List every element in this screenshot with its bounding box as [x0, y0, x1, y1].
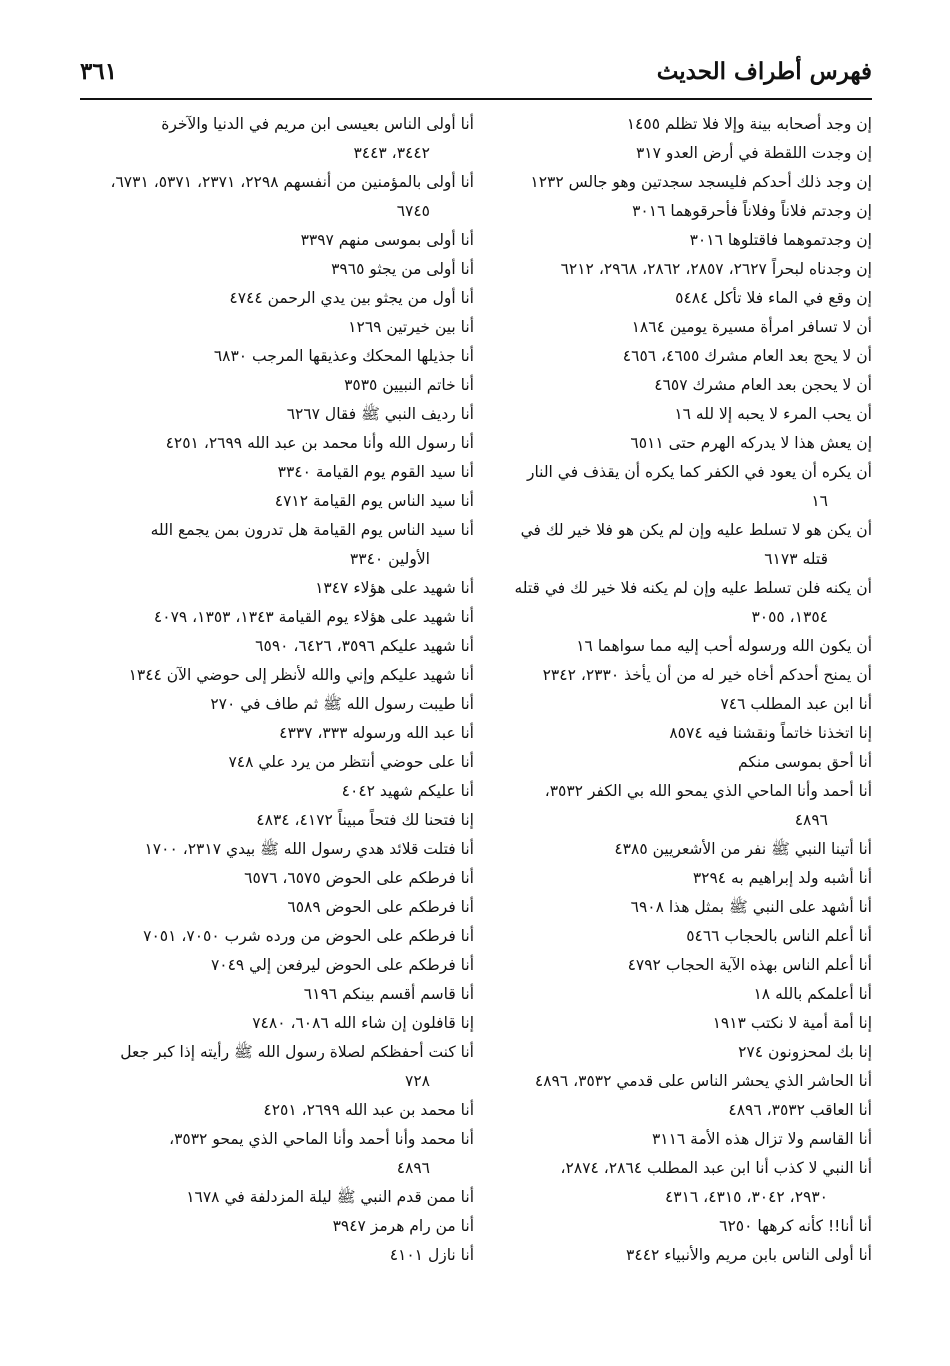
entry-text: إن وقع في الماء فلا تأكل ٥٤٨٤: [675, 289, 872, 307]
entry-text: أنا أعلم الناس بالحجاب ٥٤٦٦: [686, 927, 872, 945]
index-entry: [80, 893, 474, 922]
entry-text: أنا عبد الله ورسوله ٣٣٣، ٤٣٣٧: [279, 724, 474, 742]
entry-text: أنا أنا!! كأنه كرهها ٦٢٥٠: [719, 1217, 872, 1235]
entry-text: أنا القاسم ولا تزال هذه الأمة ٣١١٦: [651, 1130, 872, 1148]
index-entry: [80, 1096, 474, 1125]
index-entry: [80, 255, 474, 284]
index-entry: [502, 1009, 872, 1038]
index-entry: [502, 864, 872, 893]
entry-continuation: ٢٩٣٠، ٣٠٤٢، ٤٣١٥، ٤٣١٦: [664, 1188, 828, 1206]
index-entry: [80, 1183, 474, 1212]
entry-continuation: قتله ٦١٧٣: [764, 550, 828, 568]
index-entry: [502, 574, 872, 632]
index-entry: [502, 255, 872, 284]
entry-text: أنا فرطكم على الحوض ليرفعن إلي ٧٠٤٩: [210, 956, 474, 974]
index-entry: [80, 342, 474, 371]
index-entry: [502, 197, 872, 226]
index-entry: [502, 1038, 872, 1067]
entry-continuation: ٣٤٤٢، ٣٤٤٣: [353, 144, 430, 162]
entry-text: إن وجدت اللقطة في أرض العدو ٣١٧: [635, 144, 872, 162]
index-entry: [502, 1241, 872, 1270]
entry-text: أن يكن هو لا تسلط عليه وإن لم يكن هو فلا خير لك في: [520, 521, 872, 539]
index-entry: [502, 226, 872, 255]
index-entry: [80, 1212, 474, 1241]
entry-text: إن وجدناه لبحراً ٢٦٢٧، ٢٨٥٧، ٢٨٦٢، ٢٩٦٨، ٦٢١٢: [560, 260, 872, 278]
index-entry: [502, 835, 872, 864]
index-entry: [502, 748, 872, 777]
index-entry: [502, 777, 872, 835]
index-entry: [502, 313, 872, 342]
index-entry: [80, 835, 474, 864]
index-entry: [80, 748, 474, 777]
entry-continuation: ١٣٥٤، ٣٠٥٥: [751, 608, 828, 626]
index-entry: [80, 110, 474, 168]
entry-text: أنا قاسم أقسم بينكم ٦١٩٦: [303, 985, 474, 1003]
entry-text: أنا أعلم الناس بهذه الآية الحجاب ٤٧٩٢: [627, 956, 872, 974]
index-entry: [502, 110, 872, 139]
index-entry: [502, 139, 872, 168]
index-entry: [502, 980, 872, 1009]
entry-text: أنا فرطكم على الحوض ٦٥٧٥، ٦٥٧٦: [244, 869, 474, 887]
index-entry: [502, 632, 872, 661]
index-entry: [80, 429, 474, 458]
entry-text: أنا طيبت رسول الله ﷺ ثم طاف في ٢٧٠: [210, 695, 474, 713]
entry-text: أنا ابن عبد المطلب ٧٤٦: [720, 695, 872, 713]
entry-text: إنا بك لمحزونون ٢٧٤: [738, 1043, 872, 1061]
page-header: [80, 56, 872, 100]
entry-text: أنا كنت أحفظكم لصلاة رسول الله ﷺ رأيته إذا كبر جعل: [120, 1043, 474, 1061]
page-title: فهرس أطراف الحديث: [656, 58, 872, 85]
index-entry: [80, 777, 474, 806]
entry-text: أنا عليكم شهيد ٤٠٤٢: [341, 782, 474, 800]
index-entry: [80, 226, 474, 255]
entry-text: أن لا يحج بعد العام مشرك ٤٦٥٥، ٤٦٥٦: [622, 347, 872, 365]
entry-text: أنا فتلت قلائد هدي رسول الله ﷺ بيدي ٢٣١٧، ١٧٠٠: [144, 840, 474, 858]
entry-text: أن يكره أن يعود في الكفر كما يكره أن يقذف في النار: [526, 463, 872, 481]
entry-text: أنا شهيد عليكم وإني والله لأنظر إلى حوضي الآن ١٣٤٤: [128, 666, 474, 684]
index-entry: [502, 458, 872, 516]
entry-text: أنا أشبه ولد إبراهيم به ٣٢٩٤: [692, 869, 872, 887]
index-entry: [80, 603, 474, 632]
index-entry: [80, 661, 474, 690]
index-entry: [502, 1125, 872, 1154]
entry-text: أنا سيد القوم يوم القيامة ٣٣٤٠: [277, 463, 474, 481]
index-entry: [502, 661, 872, 690]
index-entry: [80, 922, 474, 951]
entry-text: أنا رسول الله وأنا محمد بن عبد الله ٢٦٩٩، ٤٢٥١: [165, 434, 474, 452]
entry-continuation: ٧٢٨: [405, 1072, 430, 1090]
entry-text: أنا أول من يجثو بين يدي الرحمن ٤٧٤٤: [229, 289, 474, 307]
index-entry: [80, 806, 474, 835]
entry-text: أنا الحاشر الذي يحشر الناس على قدمي ٣٥٣٢، ٤٨٩٦: [534, 1072, 872, 1090]
entry-text: إنا اتخذنا خاتماً ونقشنا فيه ٨٥٧٤: [669, 724, 872, 742]
entry-text: أنا أولى بموسى منهم ٣٣٩٧: [300, 231, 474, 249]
entry-text: أنا خاتم النبيين ٣٥٣٥: [344, 376, 474, 394]
index-entry: [502, 371, 872, 400]
entry-text: أنا أولى الناس بابن مريم والأنبياء ٣٤٤٢: [626, 1246, 872, 1264]
entry-text: أنا أولى بالمؤمنين من أنفسهم ٢٢٩٨، ٢٣٧١، ٥٣٧١، ٦٧٣١،: [110, 173, 474, 191]
entry-text: أن لا تسافر امرأة مسيرة يومين ١٨٦٤: [631, 318, 872, 336]
entry-text: أنا سيد الناس يوم القيامة هل تدرون بمن يجمع الله: [150, 521, 474, 539]
entry-text: أنا شهيد عليكم ٣٥٩٦، ٦٤٢٦، ٦٥٩٠: [255, 637, 474, 655]
index-entry: [80, 458, 474, 487]
index-entry: [502, 400, 872, 429]
index-entry: [80, 284, 474, 313]
entry-continuation: ٦٧٤٥: [396, 202, 430, 220]
entry-text: إنا أمة أمية لا نكتب ١٩١٣: [712, 1014, 872, 1032]
entry-text: أنا رديف النبي ﷺ فقال ٦٢٦٧: [286, 405, 474, 423]
index-entry: [80, 487, 474, 516]
index-entry: [80, 1241, 474, 1270]
index-entry: [502, 1096, 872, 1125]
entry-text: أن يكنه فلن تسلط عليه وإن لم يكنه فلا خير لك في قتله: [514, 579, 872, 597]
entry-text: أنا سيد الناس يوم القيامة ٤٧١٢: [274, 492, 474, 510]
entry-text: إن وجد أصحابه بينة وإلا فلا تظلم ١٤٥٥: [626, 115, 872, 133]
index-entry: [80, 864, 474, 893]
index-entry: [502, 1067, 872, 1096]
page-number: ٣٦١: [80, 58, 118, 85]
entry-continuation: ٤٨٩٦: [794, 811, 828, 829]
entry-text: أنا أشهد على النبي ﷺ بمثل هذا ٦٩٠٨: [630, 898, 872, 916]
index-entry: [502, 168, 872, 197]
index-entry: [80, 574, 474, 603]
index-entry: [80, 1125, 474, 1183]
left-column: [80, 110, 474, 1346]
entry-text: أن يكون الله ورسوله أحب إليه مما سواهما ١٦: [576, 637, 872, 655]
entry-text: أنا فرطكم على الحوض من ورده شرب ٧٠٥٠، ٧٠٥١: [143, 927, 474, 945]
index-entry: [80, 168, 474, 226]
entry-text: أنا شهيد على هؤلاء يوم القيامة ١٣٤٣، ١٣٥٣، ٤٠٧٩: [153, 608, 474, 626]
entry-text: إن وجدتموهما فاقتلوها ٣٠١٦: [689, 231, 872, 249]
index-entry: [80, 371, 474, 400]
index-entry: [502, 893, 872, 922]
entry-continuation: الأولين ٣٣٤٠: [349, 550, 430, 568]
entry-text: أنا فرطكم على الحوض ٦٥٨٩: [287, 898, 474, 916]
entry-text: أنا أحق بموسى منكم: [738, 753, 872, 771]
entry-text: أنا محمد بن عبد الله ٢٦٩٩، ٤٢٥١: [263, 1101, 474, 1119]
entry-text: أنا العاقب ٣٥٣٢، ٤٨٩٦: [728, 1101, 872, 1119]
entry-text: إن يعش هذا لا يدركه الهرم حتى ٦٥١١: [630, 434, 872, 452]
index-entry: [502, 951, 872, 980]
entry-continuation: ٤٨٩٦: [396, 1159, 430, 1177]
entry-text: أنا أعلمكم بالله ١٨: [753, 985, 872, 1003]
entry-text: إنا قافلون إن شاء الله ٦٠٨٦، ٧٤٨٠: [252, 1014, 474, 1032]
index-entry: [502, 719, 872, 748]
index-entry: [502, 284, 872, 313]
entry-text: أنا بين خيرتين ١٢٦٩: [348, 318, 474, 336]
entry-text: أنا جذيلها المحكك وعذيقها المرجب ٦٨٣٠: [213, 347, 474, 365]
entry-text: أن يحب المرء لا يحبه إلا لله ١٦: [674, 405, 872, 423]
right-column: [502, 110, 872, 1346]
index-entry: [502, 429, 872, 458]
index-entry: [80, 1038, 474, 1096]
entry-text: أنا أحمد وأنا الماحي الذي يمحو الله بي الكفر ٣٥٣٢،: [544, 782, 872, 800]
index-entry: [502, 1212, 872, 1241]
entry-text: أنا أولى الناس بعيسى ابن مريم في الدنيا والآخرة: [161, 115, 474, 133]
entry-continuation: ١٦: [811, 492, 828, 510]
index-entry: [502, 922, 872, 951]
index-entry: [80, 980, 474, 1009]
index-entry: [80, 951, 474, 980]
index-entry: [80, 632, 474, 661]
entry-text: أنا أولى من يجثو ٣٩٦٥: [331, 260, 474, 278]
index-entry: [502, 690, 872, 719]
index-entry: [502, 516, 872, 574]
index-entry: [80, 313, 474, 342]
entry-text: أن لا يحجن بعد العام مشرك ٤٦٥٧: [654, 376, 872, 394]
entry-text: إن وجدتم فلاناً وفلاناً فأحرقوهما ٣٠١٦: [632, 202, 872, 220]
index-entry: [80, 516, 474, 574]
entry-text: إنا فتحنا لك فتحاً مبيناً ٤١٧٢، ٤٨٣٤: [256, 811, 474, 829]
entry-text: أنا أتينا النبي ﷺ نفر من الأشعريين ٤٣٨٥: [614, 840, 872, 858]
index-entry: [80, 1009, 474, 1038]
entry-text: أنا شهيد على هؤلاء ١٣٤٧: [315, 579, 474, 597]
index-entry: [80, 400, 474, 429]
entry-text: إن وجد ذلك أحدكم فليسجد سجدتين وهو جالس ١٢٣٢: [530, 173, 872, 191]
entry-text: أنا على حوضي أنتظر من يرد علي ٧٤٨: [228, 753, 474, 771]
index-entry: [80, 690, 474, 719]
entry-text: أنا النبي لا كذب أنا ابن عبد المطلب ٢٨٦٤، ٢٨٧٤،: [560, 1159, 872, 1177]
index-entry: [80, 719, 474, 748]
entry-text: أنا محمد وأنا أحمد وأنا الماحي الذي يمحو ٣٥٣٢،: [169, 1130, 474, 1148]
entry-text: أن يمنح أحدكم أخاه خير له من أن يأخذ ٢٣٣٠، ٢٣٤٢: [542, 666, 872, 684]
entry-text: أنا من رام هرمز ٣٩٤٧: [332, 1217, 474, 1235]
entry-text: أنا ممن قدم النبي ﷺ ليلة المزدلفة في ١٦٧٨: [186, 1188, 474, 1206]
entry-text: أنا نازل ٤١٠١: [389, 1246, 474, 1264]
index-entry: [502, 1154, 872, 1212]
index-entry: [502, 342, 872, 371]
